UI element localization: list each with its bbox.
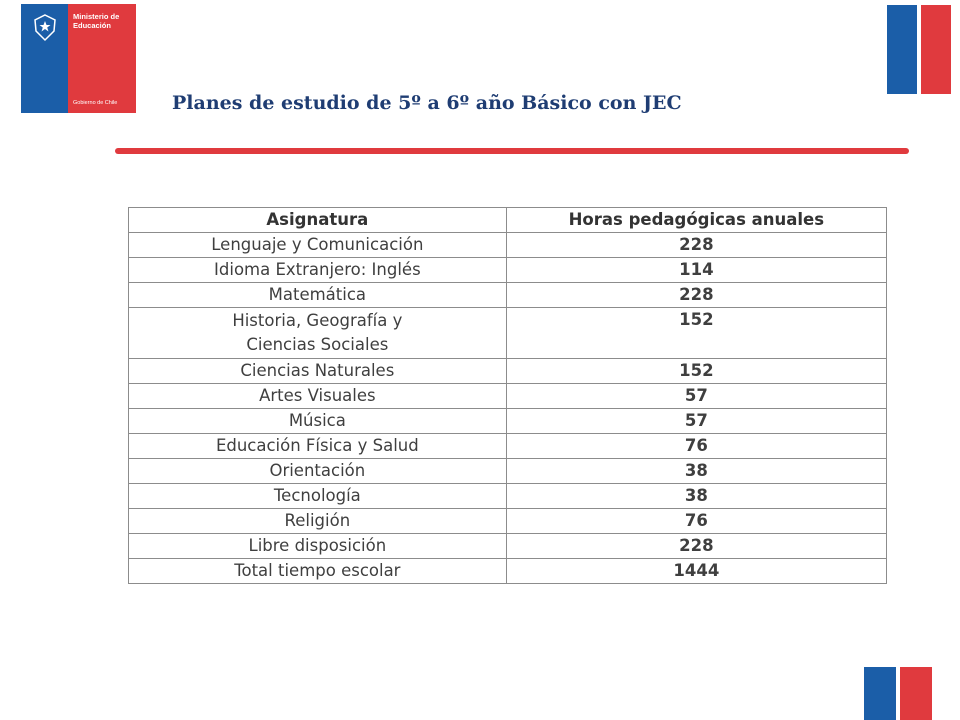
hours-cell: 152 xyxy=(506,308,886,359)
hours-cell: 38 xyxy=(506,484,886,509)
table-row xyxy=(129,384,887,409)
ministry-line-1: Ministerio de xyxy=(73,12,120,21)
hours-cell: 1444 xyxy=(506,559,886,584)
hours-cell: 114 xyxy=(506,258,886,283)
subject-cell: Música xyxy=(129,409,507,434)
hours-cell: 228 xyxy=(506,233,886,258)
subject-cell: Lenguaje y Comunicación xyxy=(129,233,507,258)
ministry-line-2: Educación xyxy=(73,21,111,30)
subject-cell: Ciencias Naturales xyxy=(129,359,507,384)
table-row xyxy=(129,459,887,484)
government-label: Gobierno de Chile xyxy=(73,100,118,106)
subject-cell: Historia, Geografía y Ciencias Sociales xyxy=(129,308,507,359)
table-row xyxy=(129,434,887,459)
table-header-row xyxy=(129,208,887,233)
table-row xyxy=(129,359,887,384)
table-row xyxy=(129,509,887,534)
flag-bars-bottom xyxy=(864,667,932,720)
hours-cell: 76 xyxy=(506,509,886,534)
table-row xyxy=(129,409,887,434)
ministry-name xyxy=(73,12,119,30)
hours-cell: 76 xyxy=(506,434,886,459)
study-plan-table xyxy=(128,207,887,584)
hours-cell: 38 xyxy=(506,459,886,484)
subject-cell: Total tiempo escolar xyxy=(129,559,507,584)
hours-cell: 228 xyxy=(506,283,886,308)
subject-cell: Religión xyxy=(129,509,507,534)
table-row xyxy=(129,534,887,559)
subject-cell: Matemática xyxy=(129,283,507,308)
hours-cell: 57 xyxy=(506,409,886,434)
hours-cell: 152 xyxy=(506,359,886,384)
ministry-logo xyxy=(21,4,136,113)
subject-cell: Libre disposición xyxy=(129,534,507,559)
header-hours: Horas pedagógicas anuales xyxy=(506,208,886,233)
hours-cell: 228 xyxy=(506,534,886,559)
subject-cell: Orientación xyxy=(129,459,507,484)
flag-red-bar xyxy=(900,667,932,720)
subject-cell: Idioma Extranjero: Inglés xyxy=(129,258,507,283)
flag-blue-bar xyxy=(887,5,917,94)
table-row xyxy=(129,559,887,584)
page-title: Planes de estudio de 5º a 6º año Básico con JEC xyxy=(172,92,682,114)
logo-blue-panel xyxy=(21,4,68,113)
chile-coat-of-arms-icon xyxy=(30,12,60,42)
subject-cell: Tecnología xyxy=(129,484,507,509)
flag-bars-top xyxy=(887,5,951,94)
flag-red-bar xyxy=(921,5,951,94)
table-row xyxy=(129,233,887,258)
table-row xyxy=(129,258,887,283)
hours-cell: 57 xyxy=(506,384,886,409)
subject-cell: Artes Visuales xyxy=(129,384,507,409)
title-underline xyxy=(115,148,909,154)
table-row xyxy=(129,484,887,509)
table-row xyxy=(129,308,887,359)
subject-cell: Educación Física y Salud xyxy=(129,434,507,459)
header-subject: Asignatura xyxy=(129,208,507,233)
flag-blue-bar xyxy=(864,667,896,720)
table-row xyxy=(129,283,887,308)
